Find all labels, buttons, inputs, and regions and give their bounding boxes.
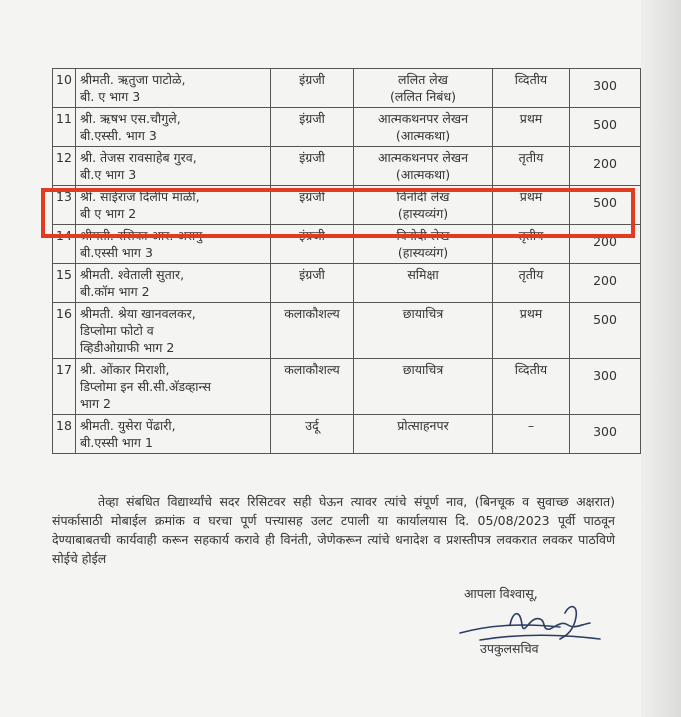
literary-form-cell-line: आत्मकथनपर लेखन (377, 150, 469, 165)
student-name-cell-line: श्रीमती. ऋतुजा पाटोळे, (80, 72, 186, 87)
amount-cell: 200 (570, 264, 641, 303)
student-name-cell-line: डिप्लोमा फोटो व (80, 323, 154, 338)
literary-form-cell-line: ललित लेख (398, 72, 448, 87)
designation-text: उपकुलसचिव (480, 641, 539, 656)
serial-cell: 16 (53, 303, 76, 359)
student-name-cell-line: श्रीमती. रसिका आर. अरागु (80, 228, 203, 243)
student-name-cell-line: श्री. ओंकार मिराशी, (80, 362, 170, 377)
literary-form-cell-line: समिक्षा (407, 267, 439, 282)
literary-form-cell (354, 147, 493, 186)
literary-form-cell (354, 69, 493, 108)
table-row (53, 415, 641, 454)
rank-cell: व्दितीय (493, 69, 570, 108)
subject-cell: इंग्रजी (271, 264, 354, 303)
student-name-cell-line: श्री. साईराज दिलीप माळी, (80, 189, 200, 204)
literary-form-cell (354, 108, 493, 147)
student-name-cell-line: श्री. तेजस रावसाहेब गुरव, (80, 150, 197, 165)
literary-form-cell-line: विनोदी लेख (396, 228, 450, 243)
student-name-cell (76, 108, 271, 147)
rank-cell: – (493, 415, 570, 454)
literary-form-cell-line: छायाचित्र (402, 306, 444, 321)
student-name-cell-line: बी.एस्सी भाग 3 (80, 245, 153, 260)
amount-cell: 200 (570, 225, 641, 264)
rank-cell: प्रथम (493, 108, 570, 147)
serial-cell: 12 (53, 147, 76, 186)
student-name-cell-line: श्रीमती. श्वेताली सुतार, (80, 267, 185, 282)
amount-cell: 200 (570, 147, 641, 186)
amount-cell: 300 (570, 69, 641, 108)
literary-form-cell-line: (हास्यव्यंग) (397, 245, 449, 260)
serial-cell: 11 (53, 108, 76, 147)
table-row (53, 264, 641, 303)
student-name-cell (76, 359, 271, 415)
student-name-cell-line: श्रीमती. श्रेया खानवलकर, (80, 306, 196, 321)
student-name-cell-line: डिप्लोमा इन सी.सी.अ‍ॅडव्हान्स (80, 379, 211, 394)
student-name-cell-line: बी.कॉम भाग 2 (80, 284, 150, 299)
highlight-box (41, 188, 635, 238)
literary-form-cell (354, 359, 493, 415)
rank-cell: प्रथम (493, 186, 570, 225)
rank-cell: तृतीय (493, 147, 570, 186)
student-name-cell-line: श्रीमती. युसेरा पेंढारी, (80, 418, 176, 433)
serial-cell: 17 (53, 359, 76, 415)
table-row (53, 147, 641, 186)
amount-cell: 500 (570, 108, 641, 147)
serial-cell: 18 (53, 415, 76, 454)
subject-cell: उर्दू (271, 415, 354, 454)
student-name-cell-line: बी.एस्सी. भाग 3 (80, 128, 157, 143)
serial-cell: 14 (53, 225, 76, 264)
literary-form-cell-line: (ललित निबंध) (389, 89, 457, 104)
closing-text: आपला विश्वासू, (464, 586, 538, 601)
student-name-cell (76, 69, 271, 108)
subject-cell: कलाकौशल्य (271, 359, 354, 415)
literary-form-cell-line: प्रोत्साहनपर (397, 418, 449, 433)
amount-cell: 500 (570, 186, 641, 225)
subject-cell: इंग्रजी (271, 147, 354, 186)
subject-cell: इंग्रजी (271, 108, 354, 147)
literary-form-cell-line: आत्मकथनपर लेखन (377, 111, 469, 126)
table-row (53, 69, 641, 108)
literary-form-cell-line: (हास्यव्यंग) (397, 206, 449, 221)
student-name-cell-line: बी.ए भाग 3 (80, 167, 137, 182)
subject-cell: कलाकौशल्य (271, 303, 354, 359)
literary-form-cell-line: (आत्मकथा) (395, 167, 451, 182)
student-name-cell (76, 303, 271, 359)
table-row (53, 359, 641, 415)
table-row (53, 108, 641, 147)
student-name-cell-line: बी. ए भाग 3 (80, 89, 141, 104)
page-edge-shadow (641, 0, 681, 717)
subject-cell: इंग्रजी (271, 225, 354, 264)
literary-form-cell-line: (आत्मकथा) (395, 128, 451, 143)
literary-form-cell (354, 415, 493, 454)
serial-cell: 13 (53, 186, 76, 225)
serial-cell: 15 (53, 264, 76, 303)
student-name-cell (76, 264, 271, 303)
rank-cell: तृतीय (493, 225, 570, 264)
literary-form-cell-line: विनोदी लेख (396, 189, 450, 204)
subject-cell: इंग्रजी (271, 69, 354, 108)
student-name-cell-line: भाग 2 (80, 396, 111, 411)
student-name-cell (76, 147, 271, 186)
amount-cell: 300 (570, 415, 641, 454)
literary-form-cell (354, 303, 493, 359)
amount-cell: 300 (570, 359, 641, 415)
rank-cell: तृतीय (493, 264, 570, 303)
student-name-cell (76, 415, 271, 454)
literary-form-cell (354, 264, 493, 303)
serial-cell: 10 (53, 69, 76, 108)
subject-cell: इंग्रजी (271, 186, 354, 225)
student-name-cell-line: बी ए भाग 2 (80, 206, 137, 221)
table-row (53, 303, 641, 359)
rank-cell: व्दितीय (493, 359, 570, 415)
results-table (52, 68, 641, 454)
amount-cell: 500 (570, 303, 641, 359)
rank-cell: प्रथम (493, 303, 570, 359)
literary-form-cell-line: छायाचित्र (402, 362, 444, 377)
student-name-cell-line: श्री. ऋषभ एस.चौगुले, (80, 111, 181, 126)
student-name-cell-line: व्हिडीओग्राफी भाग 2 (80, 340, 175, 355)
instruction-paragraph: तेव्हा संबधित विद्यार्थ्यांचे सदर रिसिटवर सही घेऊन त्यावर त्यांचे संपूर्ण नाव, (बिनचूक व सुवाच्छ अक्षरात) संपर्कासाठी मोबाईल क्रमांक व घरचा पूर्ण पत्त्यासह उलट टपाली या कार्यालयास दि. 05/08/2023 पूर्वी पाठवून देण्याबाबतची कार्यवाही करून सहकार्य करावे ही विनंती, जेणेकरून त्यांचे धनादेश व प्रशस्तीपत्र लवकरात लवकर पाठविणे सोईचे होईल (52, 494, 615, 566)
student-name-cell-line: बी.एस्सी भाग 1 (80, 435, 153, 450)
